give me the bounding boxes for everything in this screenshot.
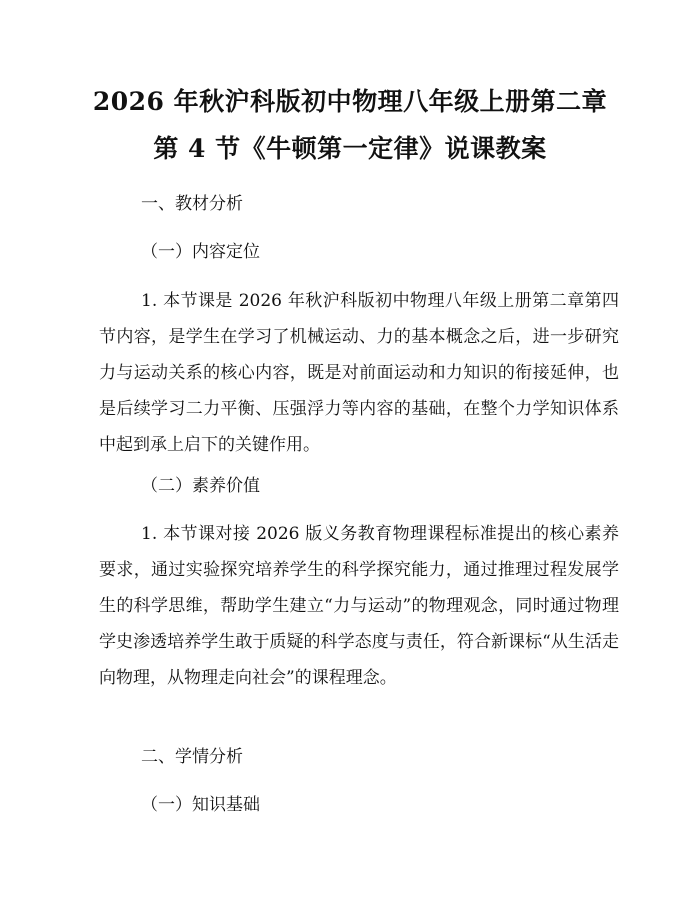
paragraph-content-positioning xyxy=(99,283,619,463)
document-title-line-1: 2026 年秋沪科版初中物理八年级上册第二章 xyxy=(92,87,608,116)
document-title-line-2: 第 4 节《牛顿第一定律》说课教案 xyxy=(153,134,547,163)
paragraph-text: 1. 本节课是 2026 年秋沪科版初中物理八年级上册第二章第四节内容，是学生在学习了机械运动、力的基本概念之后，进一步研究力与运动关系的核心内容，既是对前面运动和力知识的衔接延伸，也是后续学习二力平衡、压强浮力等内容的基础，在整个力学知识体系中起到承上启下的关键作用。 xyxy=(99,291,619,455)
section-heading-textbook-analysis: 一、教材分析 xyxy=(141,194,243,214)
subsection-heading-content-positioning: （一）内容定位 xyxy=(141,242,260,262)
subsection-heading-knowledge-basis: （一）知识基础 xyxy=(141,795,260,815)
section-heading-learner-analysis: 二、学情分析 xyxy=(141,747,243,767)
paragraph-text: 1. 本节课对接 2026 版义务教育物理课程标准提出的核心素养要求，通过实验探究培养学生的科学探究能力，通过推理过程发展学生的科学思维，帮助学生建立“力与运动”的物理观念，同时通过物理学史渗透培养学生敢于质疑的科学态度与责任，符合新课标“从生活走向物理，从物理走向社会”的课程理念。 xyxy=(99,524,619,688)
paragraph-literacy-value xyxy=(99,516,619,696)
subsection-heading-literacy-value: （二）素养价值 xyxy=(141,476,260,496)
